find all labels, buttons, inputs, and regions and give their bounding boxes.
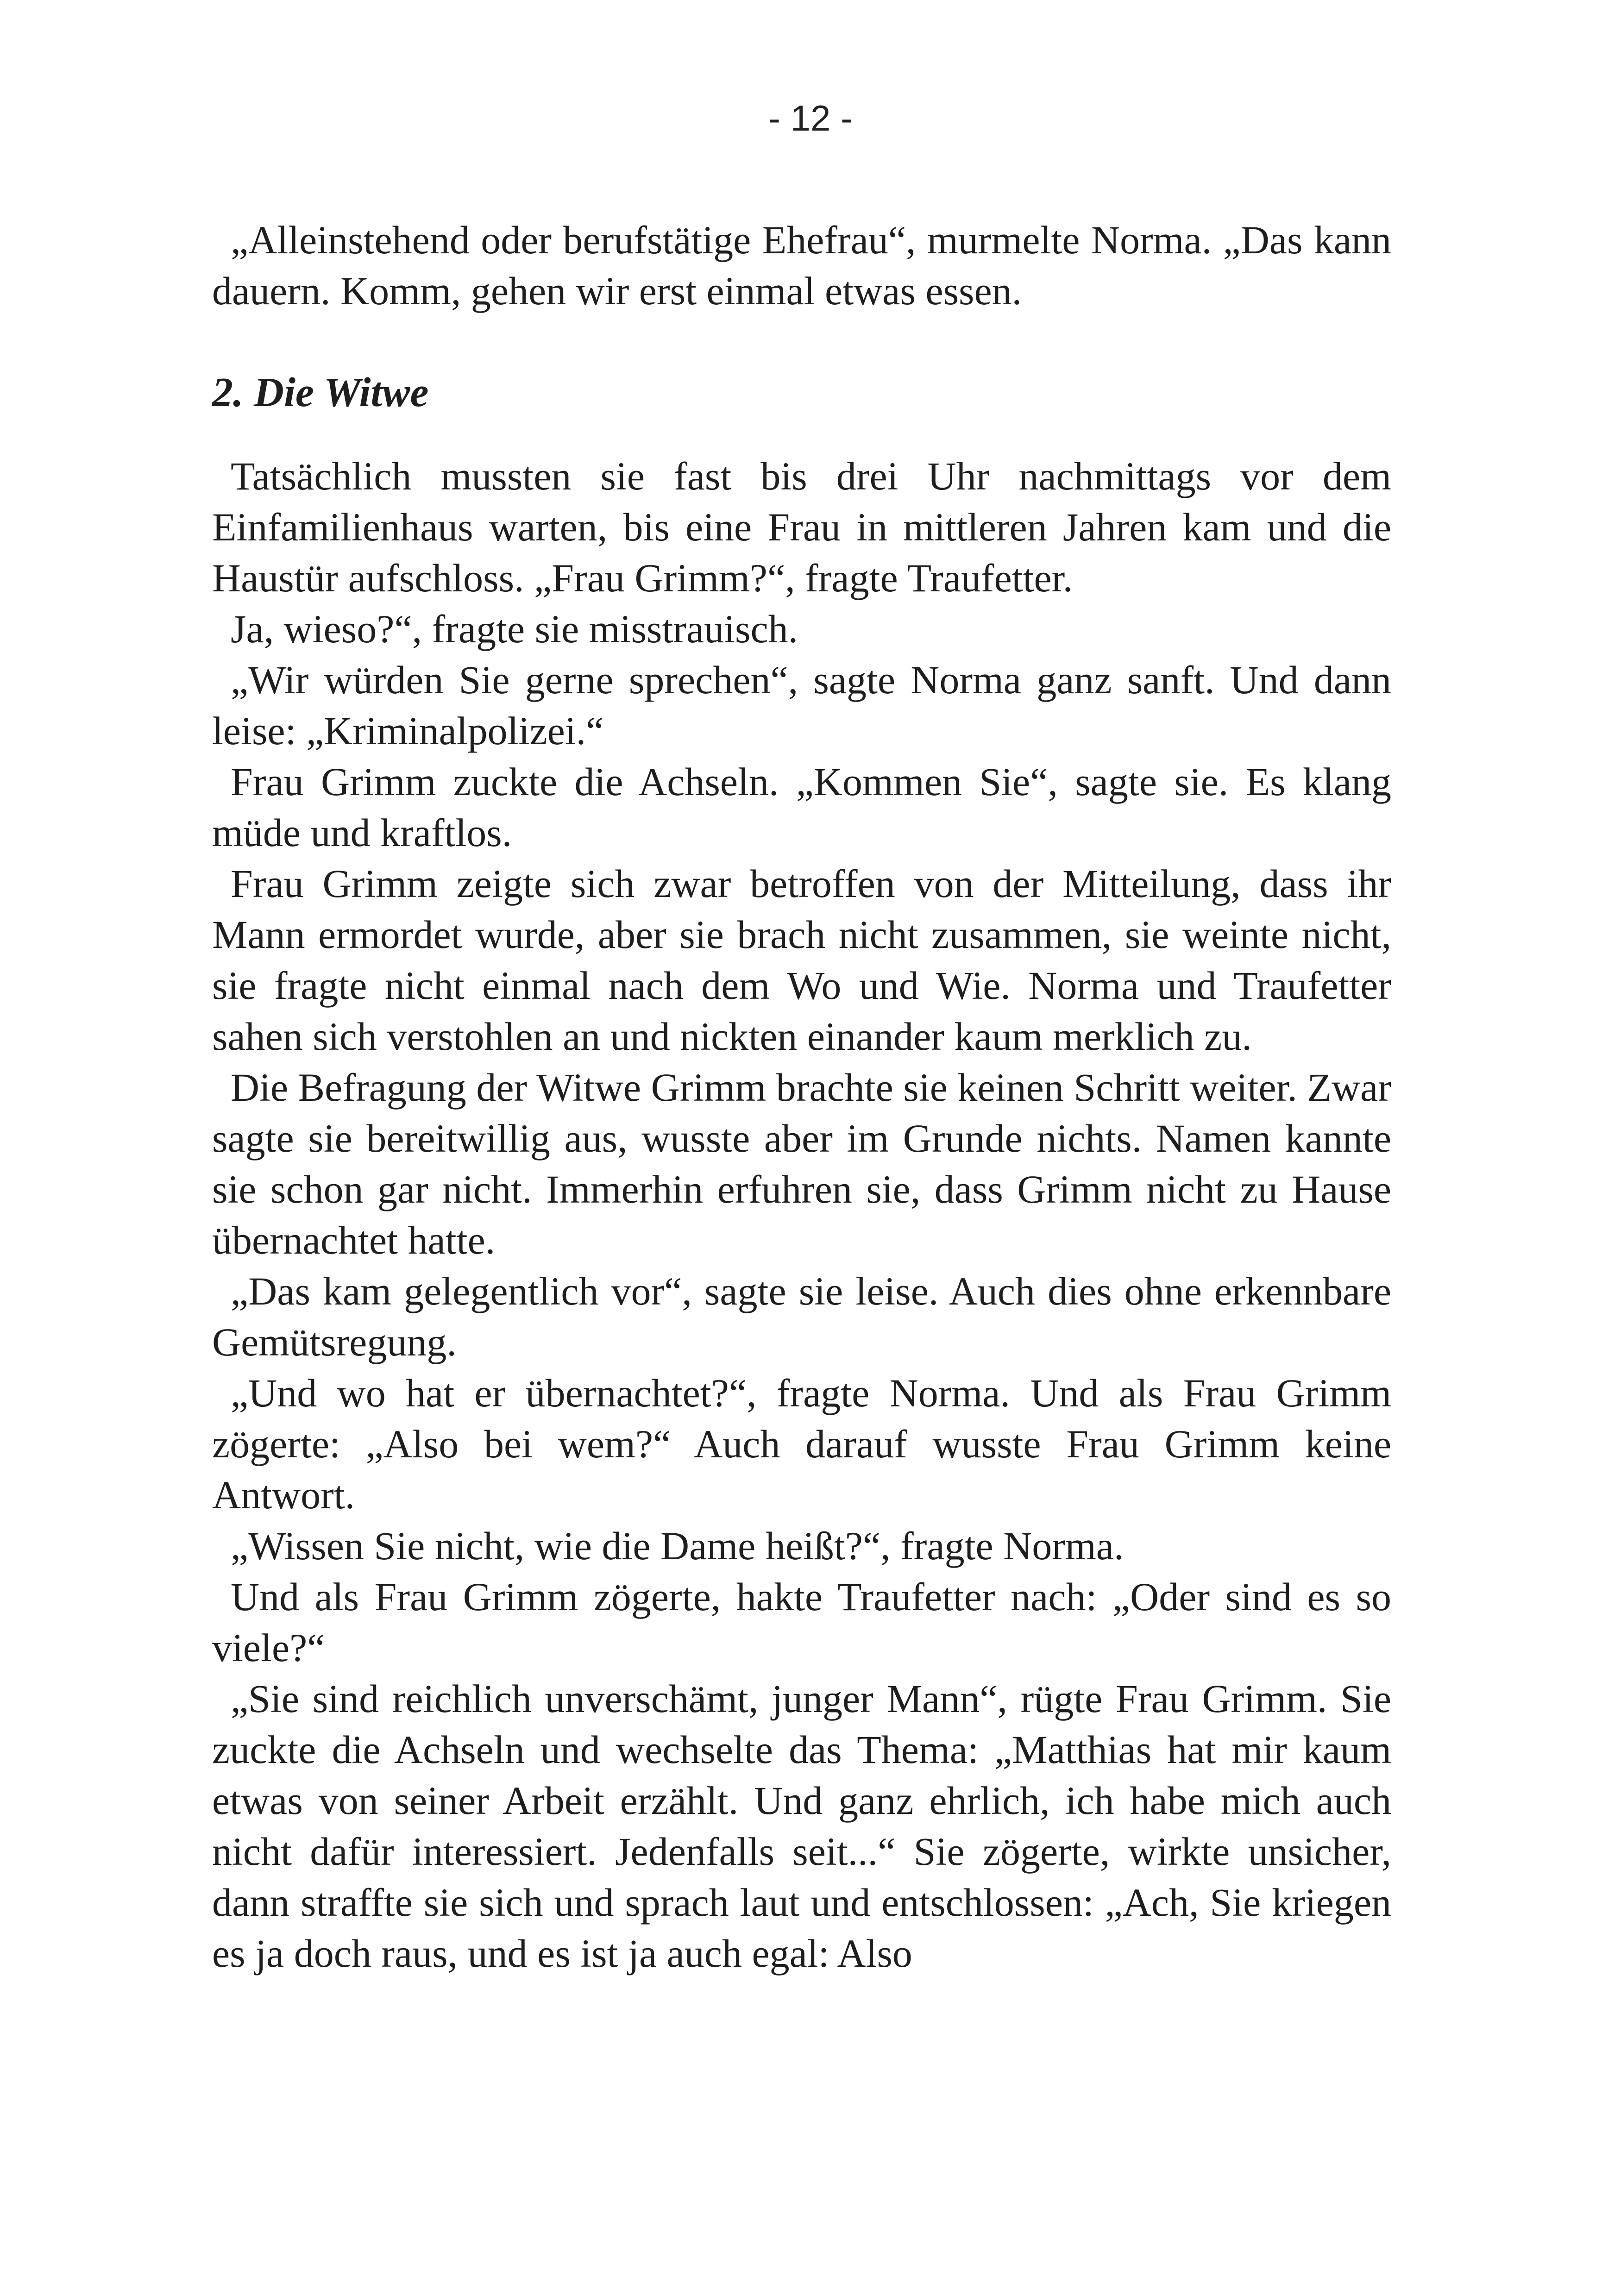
paragraph: Und als Frau Grimm zögerte, hakte Traufetter nach: „Oder sind es so viele?“ <box>212 1575 1391 1670</box>
paragraph: Frau Grimm zuckte die Achseln. „Kommen Sie“, sagte sie. Es klang müde und kraftlos. <box>212 759 1391 855</box>
paragraph: „Das kam gelegentlich vor“, sagte sie leise. Auch dies ohne erkennbare Gemütsregung. <box>212 1269 1391 1364</box>
paragraph: „Wissen Sie nicht, wie die Dame heißt?“, fragte Norma. <box>231 1524 1124 1568</box>
paragraph-intro: „Alleinstehend oder berufstätige Ehefrau“, murmelte Norma. „Das kann dauern. Komm, gehen wir erst einmal etwas essen. <box>212 218 1391 313</box>
paragraph: „Sie sind reichlich unverschämt, junger Mann“, rügte Frau Grimm. Sie zuckte die Achseln und wechselte das Thema: „Matthias hat mir kaum etwas von seiner Arbeit erzählt. Und ganz ehrlich, ich habe mich auch nicht dafür interessiert. Jedenfalls seit...“ Sie zögerte, wirkte unsicher, dann straffte sie sich und sprach laut und entschlossen: „Ach, Sie kriegen es ja doch raus, und es ist ja auch egal: Also <box>212 1676 1391 1976</box>
paragraph: Tatsächlich mussten sie fast bis drei Uhr nachmittags vor dem Einfamilienhaus warten, bis eine Frau in mittleren Jahren kam und die Haustür aufschloss. „Frau Grimm?“, fragte Traufetter. <box>212 454 1391 600</box>
paragraph: Ja, wieso?“, fragte sie misstrauisch. <box>231 607 798 651</box>
page-body <box>212 214 1391 1979</box>
page-number: - 12 - <box>768 98 853 138</box>
paragraph: „Und wo hat er übernachtet?“, fragte Norma. Und als Frau Grimm zögerte: „Also bei wem?“ Auch darauf wusste Frau Grimm keine Antwort. <box>212 1371 1391 1517</box>
paragraph: Die Befragung der Witwe Grimm brachte sie keinen Schritt weiter. Zwar sagte sie bereitwillig aus, wusste aber im Grunde nichts. Namen kannte sie schon gar nicht. Immerhin erfuhren sie, dass Grimm nicht zu Hause übernachtet hatte. <box>212 1065 1391 1262</box>
paragraph: „Wir würden Sie gerne sprechen“, sagte Norma ganz sanft. Und dann leise: „Kriminalpolizei.“ <box>212 658 1391 753</box>
chapter-heading: 2. Die Witwe <box>212 370 429 415</box>
paragraph: Frau Grimm zeigte sich zwar betroffen von der Mitteilung, dass ihr Mann ermordet wurde, aber sie brach nicht zusammen, sie weinte nicht, sie fragte nicht einmal nach dem Wo und Wie. Norma und Traufetter sahen sich verstohlen an und nickten einander kaum merklich zu. <box>212 861 1391 1059</box>
